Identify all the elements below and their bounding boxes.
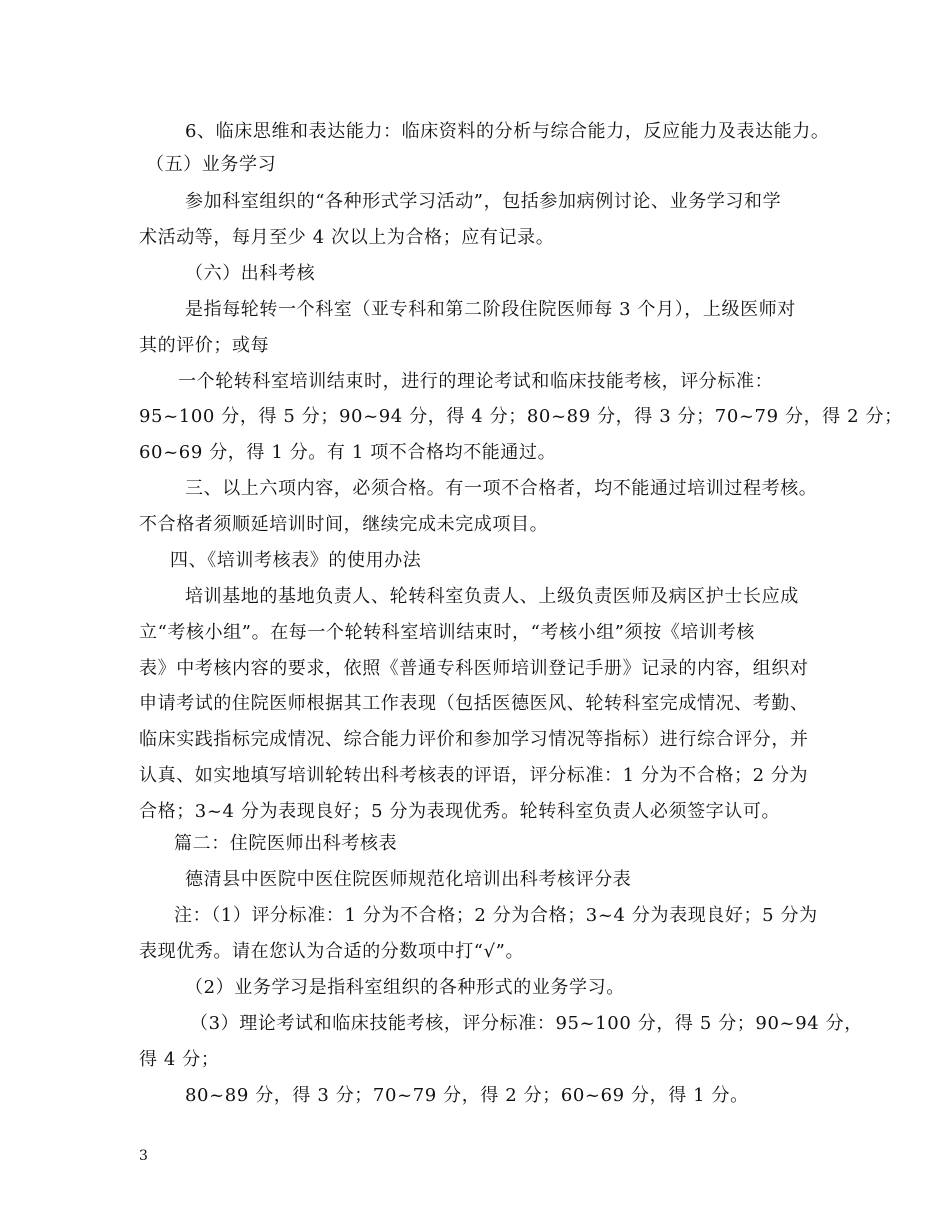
text-line: 6、临床思维和表达能力：临床资料的分析与综合能力，反应能力及表达能力。	[185, 121, 830, 142]
text-line: 不合格者须顺延培训时间，继续完成未完成项目。	[139, 514, 549, 535]
section-heading: 四、《培训考核表》的使用办法	[170, 550, 422, 571]
text-line: 其的评价；或每	[139, 335, 270, 356]
text-line: 一个轮转科室培训结束时，进行的理论考试和临床技能考核，评分标准：	[178, 371, 774, 392]
text-line: 临床实践指标完成情况、综合能力评价和参加学习情况等指标）进行综合评分，并	[139, 729, 809, 750]
page-number: 3	[139, 1148, 148, 1164]
note-line: 注：（1）评分标准：1 分为不合格；2 分为合格；3~4 分为表现良好；5 分为	[174, 905, 818, 926]
note-line: （3）理论考试和临床技能考核，评分标准：95~100 分，得 5 分；90~94 分，	[190, 1013, 863, 1034]
text-line: 合格；3~4 分为表现良好；5 分为表现优秀。轮转科室负责人必须签字认可。	[139, 801, 781, 822]
text-line: 认真、如实地填写培训轮转出科考核表的评语，评分标准：1 分为不合格；2 分为	[139, 765, 809, 786]
text-line: 表》中考核内容的要求，依照《普通专科医师培训登记手册》记录的内容，组织对	[139, 658, 809, 679]
text-line: 术活动等，每月至少 4 次以上为合格；应有记录。	[139, 227, 555, 248]
note-line: 得 4 分；	[139, 1049, 220, 1070]
text-line: 立“考核小组”。在每一个轮转科室培训结束时，“考核小组”须按《培训考核	[139, 622, 755, 643]
text-line: 申请考试的住院医师根据其工作表现（包括医德医风、轮转科室完成情况、考勤、	[139, 693, 809, 714]
text-line: 95~100 分，得 5 分；90~94 分，得 4 分；80~89 分，得 3 分；70~79 分，得 2 分；	[139, 406, 903, 427]
text-line: 是指每轮转一个科室（亚专科和第二阶段住院医师每 3 个月），上级医师对	[185, 299, 796, 320]
note-line: （2）业务学习是指科室组织的各种形式的业务学习。	[185, 977, 625, 998]
text-line: 参加科室组织的“各种形式学习活动”，包括参加病例讨论、业务学习和学	[185, 191, 782, 212]
text-line: 60~69 分，得 1 分。有 1 项不合格均不能通过。	[139, 442, 557, 463]
section-heading: 篇二：住院医师出科考核表	[174, 833, 398, 854]
table-title: 德清县中医院中医住院医师规范化培训出科考核评分表	[185, 869, 632, 890]
section-heading: （五）业务学习	[146, 154, 277, 175]
note-line: 表现优秀。请在您认为合适的分数项中打“√”。	[139, 941, 525, 962]
section-heading: （六）出科考核	[185, 263, 316, 284]
text-line: 培训基地的基地负责人、轮转科室负责人、上级负责医师及病区护士长应成	[185, 586, 799, 607]
note-line: 80~89 分，得 3 分；70~79 分，得 2 分；60~69 分，得 1 分。	[185, 1085, 749, 1106]
text-line: 三、以上六项内容，必须合格。有一项不合格者，均不能通过培训过程考核。	[185, 478, 818, 499]
